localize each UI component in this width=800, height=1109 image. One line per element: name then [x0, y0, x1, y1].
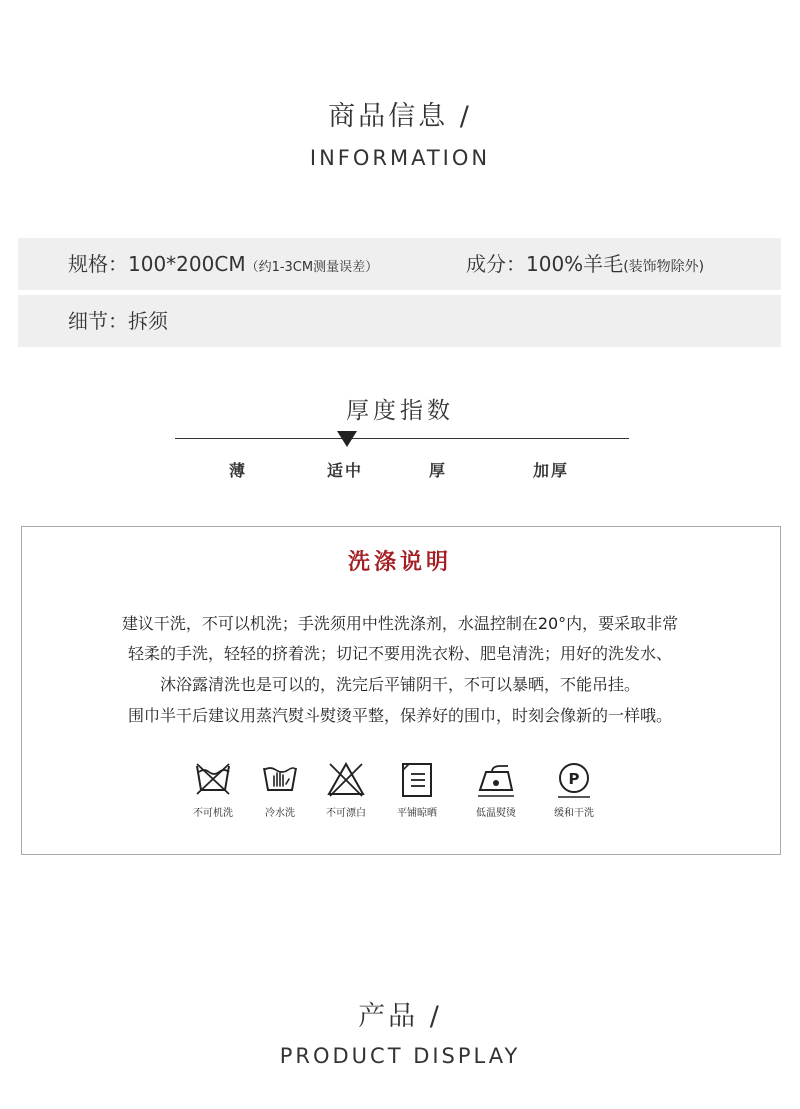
thickness-level-medium: 适中 [326, 461, 363, 480]
detail-label: 细节： [68, 309, 128, 333]
care-label-dry-clean: 缓和干洗 [554, 808, 594, 819]
product-title-en: PRODUCT DISPLAY [279, 1044, 521, 1068]
material-spec [466, 238, 704, 293]
material-label: 成分： [466, 252, 526, 276]
no-bleach-icon [326, 760, 366, 800]
size-spec [68, 238, 378, 294]
care-label-dry-flat: 平铺晾晒 [397, 808, 437, 819]
info-title-cn: 商品信息 / [328, 101, 472, 132]
hand-wash-cold-icon [260, 760, 300, 800]
product-title-cn: 产品 / [358, 1001, 442, 1032]
thickness-level-thin: 薄 [228, 461, 247, 480]
washing-line-1: 建议干洗，不可以机洗；手洗须用中性洗涤剂，水温控制在20°内，要采取非常 [121, 614, 679, 633]
care-label-iron-low: 低温熨烫 [476, 808, 516, 819]
size-note: （约1-3CM测量误差） [245, 260, 379, 275]
info-title-en: INFORMATION [309, 146, 491, 170]
thickness-scale-line [175, 438, 629, 439]
washing-line-4: 围巾半干后建议用蒸汽熨斗熨烫平整，保养好的围巾，时刻会像新的一样哦。 [127, 706, 672, 725]
dry-clean-p-icon [554, 760, 594, 800]
care-label-no-bleach: 不可漂白 [326, 808, 366, 819]
material-value: 100%羊毛 [526, 252, 624, 276]
detail-spec [68, 295, 168, 347]
material-note: (装饰物除外) [623, 259, 705, 275]
washing-line-2: 轻柔的手洗，轻轻的挤着洗；切记不要用洗衣粉、肥皂清洗；用好的洗发水、 [127, 644, 672, 663]
svg-text:P: P [568, 770, 580, 788]
thickness-marker-icon [337, 431, 357, 447]
thickness-title: 厚度指数 [346, 398, 454, 424]
detail-value: 拆须 [128, 309, 168, 333]
washing-line-3: 沐浴露清洗也是可以的，洗完后平铺阴干，不可以暴晒，不能吊挂。 [159, 675, 640, 694]
iron-low-icon [476, 760, 516, 800]
thickness-level-thick: 厚 [428, 461, 447, 480]
size-value: 100*200CM [128, 252, 246, 276]
size-label: 规格： [68, 252, 128, 276]
spec-band-size-material [18, 238, 781, 290]
washing-title: 洗涤说明 [347, 550, 452, 575]
dry-flat-icon [397, 760, 437, 800]
no-machine-wash-icon [193, 760, 233, 800]
thickness-level-extra-thick: 加厚 [532, 461, 569, 480]
spec-band-detail [18, 295, 781, 347]
care-label-hand-wash-cold: 冷水洗 [265, 808, 295, 819]
care-label-no-machine-wash: 不可机洗 [193, 808, 233, 819]
